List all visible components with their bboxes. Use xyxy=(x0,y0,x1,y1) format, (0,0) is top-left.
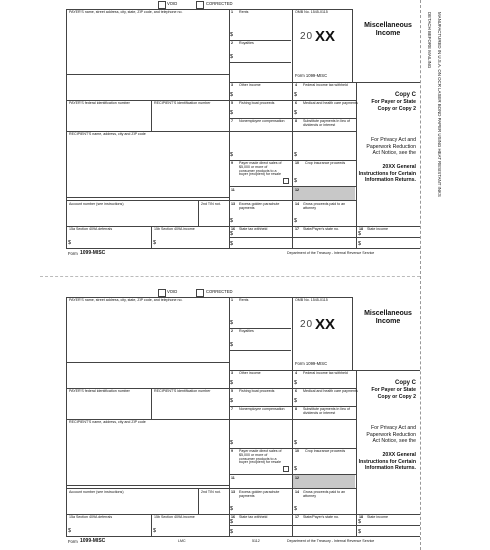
corrected-label: CORRECTED xyxy=(206,1,233,6)
footer-lmc: LMC xyxy=(178,539,186,543)
copy-label: Copy C xyxy=(395,92,416,98)
account-label: Account number (see instructions) xyxy=(69,202,124,206)
form-copy-2: VOID CORRECTED PAYER'S name, street address, city, state, ZIP code, and telephone no. PAYER'S federal identification number RECIPIENT'S identification number RECIPIENT'S name, address, city and ZIP code Account number (see instructions) 2nd TIN not. 15a Section 409A deferrals 15b Section 409A income $ $ 1 Rents $ 2 Royalties $ OMB No. 1545-0115 20 XX Form 1099-MISC Miscellaneous Income 3 Other income $ 4 Federal income tax withheld $ Copy C For Payer or State Copy or Copy 2 5 Fishing boat proceeds $ 6 Medical and health care payments $ 7 Nonemployee compensation $ 8 Substitute payments in lieu of dividends or interest $ For Privacy Act and Paperwork Reduction Act Notice, see the 20XX General Instructions for Certain Information Returns. 9 Payer made direct sales of $5,000 or more of consumer products to a buyer (recipient) for resale 10 Crop insurance proceeds $ 11 12 13 Excess golden parachute payments $ 14 Gross proceeds paid to an attorney $ 16 State tax withheld $ $ 17 State/Payer's state no. 18 State income $ $ Form 1099-MISC LMC 5112 Department of the Treasury - Internal Revenue Service xyxy=(0,288,490,550)
box-15b-label: 15b Section 409A income xyxy=(154,227,195,231)
box-9-checkbox[interactable] xyxy=(283,466,289,472)
footer-dept: Department of the Treasury - Internal Revenue Service xyxy=(287,251,375,255)
recipient-name-label: RECIPIENT'S name, address, city and ZIP code xyxy=(69,132,146,136)
year-prefix: 20 xyxy=(300,31,314,42)
recipient-tin-label: RECIPIENT'S identification number xyxy=(154,101,211,105)
tin-not-label: 2nd TIN not. xyxy=(201,202,221,206)
copy-desc: For Payer or State Copy or Copy 2 xyxy=(371,99,416,112)
instructions-notice: 20XX General Instructions for Certain Information Returns. xyxy=(358,164,416,183)
footer-num: 5112 xyxy=(252,539,260,543)
detach-text: DETACH BEFORE MAILING xyxy=(427,12,432,69)
void-label: VOID xyxy=(167,1,178,6)
privacy-notice: For Privacy Act and Paperwork Reduction Act Notice, see the xyxy=(366,137,416,156)
payer-tin-label: PAYER'S federal identification number xyxy=(69,101,130,105)
corrected-checkbox[interactable] xyxy=(196,1,204,9)
box-15a-label: 15a Section 409A deferrals xyxy=(69,227,113,231)
omb-number: OMB No. 1545-0115 xyxy=(295,10,328,14)
page-divider xyxy=(40,276,420,277)
void-checkbox[interactable] xyxy=(158,1,166,9)
box-1-label: Rents xyxy=(239,10,249,14)
footer-form-code: 1099-MISC xyxy=(80,250,106,256)
payer-name-label: PAYER'S name, street address, city, state, ZIP code, and telephone no. xyxy=(69,10,183,14)
corrected-checkbox[interactable] xyxy=(196,289,204,297)
box-2-label: Royalties xyxy=(239,41,254,45)
box-12-shading xyxy=(293,475,355,488)
manufacture-text: MANUFACTURED IN U.S.A. ON OCR LASER BOND PAPER USING HEAT RESISTANT INKS xyxy=(437,12,442,197)
void-checkbox[interactable] xyxy=(158,289,166,297)
box-12-shading xyxy=(293,187,355,200)
form-copy-1: VOID CORRECTED PAYER'S name, street address, city, state, ZIP code, and telephone no. PAYER'S federal identification number RECIPIENT'S identification number RECIPIENT'S name, address, city and ZIP code Account number (see instructions) 2nd TIN not. 15a Section 409A deferrals 15b Section 409A income $ $ 1 Rents $ 2 Royalties $ OMB No. 1545-0115 20 XX Form 1099-MISC Miscellaneous Income 3 Other income $ 4 Federal income tax withheld $ Copy C For Payer or State Copy or Copy 2 5 Fishing boat proceeds $ 6 Medical and health care payments $ 7 Nonemployee compensation $ 8 Substitute payments in lieu of dividends or interest $ For Privacy Act and Paperwork Reduction Act Notice, see the 20XX General Instructions for Certain Information Returns. 9 Payer made direct sales of $5,000 or more of consumer products to a buyer (recipient) for resale 10 Crop insurance proceeds $ 11 12 13 Excess golden parachute payments $ 14 Gross proceeds paid to an attorney $ 16 State tax withheld $ $ 17 State/Payer's state no. 18 State income $ $ Form 1099-MISC Department of the Treasury - Internal Revenue Service xyxy=(0,0,490,276)
box-9-checkbox[interactable] xyxy=(283,178,289,184)
form-title: Miscellaneous Income xyxy=(364,22,412,38)
year-suffix: XX xyxy=(315,28,336,45)
form-name: Form 1099-MISC xyxy=(295,73,328,78)
